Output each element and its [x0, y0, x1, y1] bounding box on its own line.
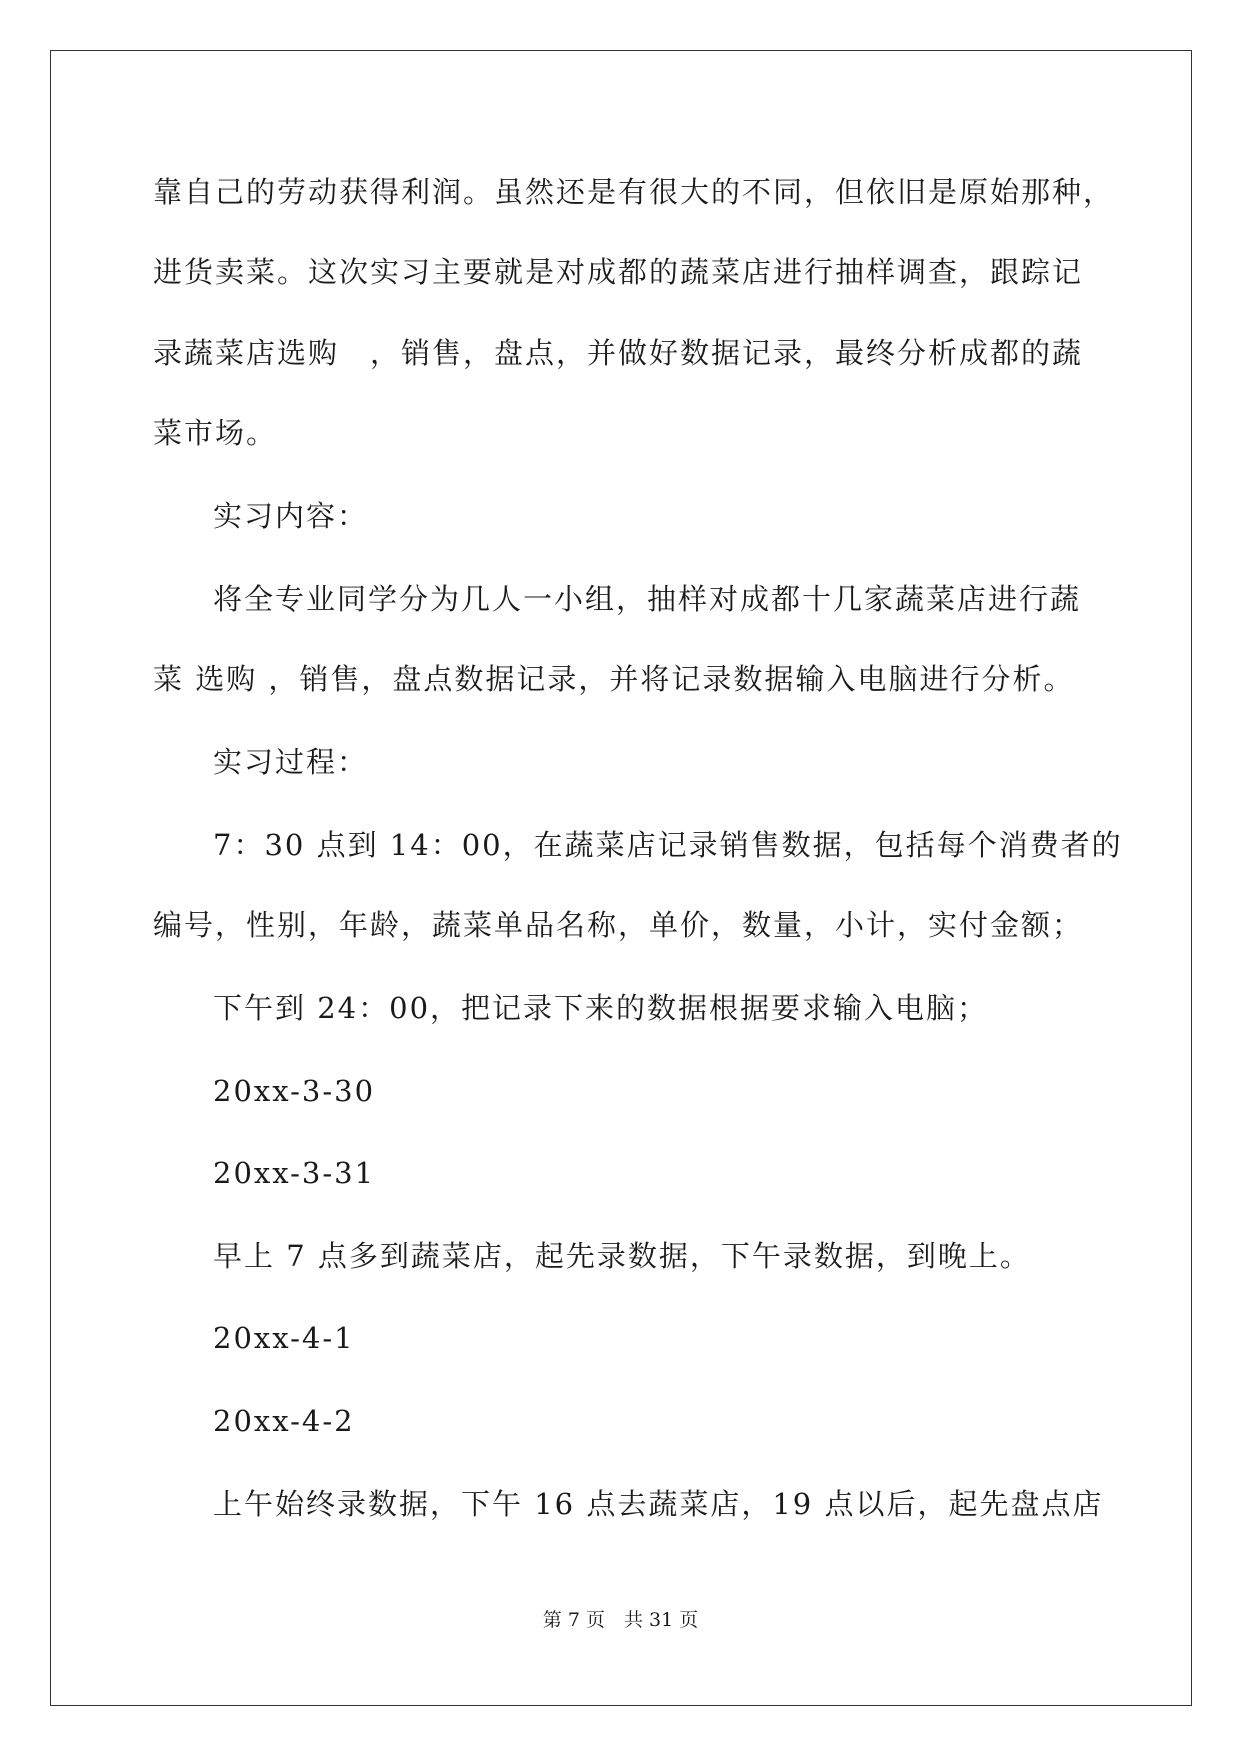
body-line: 进货卖菜。这次实习主要就是对成都的蔬菜店进行抽样调查，跟踪记 — [153, 255, 1084, 289]
body-line: 菜 选购 ，销售，盘点数据记录，并将记录数据输入电脑进行分析。 — [153, 662, 1075, 696]
body-line: 将全专业同学分为几人一小组，抽样对成都十几家蔬菜店进行蔬 — [213, 582, 1082, 616]
date-line: 20xx-3-30 — [213, 1074, 376, 1108]
page-footer: 第 7 页 共 31 页 — [542, 1609, 699, 1631]
date-line: 20xx-3-31 — [213, 1156, 376, 1190]
body-line: 7：30 点到 14：00，在蔬菜店记录销售数据，包括每个消费者的 — [213, 828, 1123, 862]
body-line: 靠自己的劳动获得利润。虽然还是有很大的不同，但依旧是原始那种， — [153, 175, 1115, 209]
body-line: 编号，性别，年龄，蔬菜单品名称，单价，数量，小计，实付金额； — [153, 908, 1084, 942]
body-line: 下午到 24：00，把记录下来的数据根据要求输入电脑； — [213, 991, 989, 1025]
section-heading: 实习过程： — [213, 745, 369, 779]
body-line: 上午始终录数据，下午 16 点去蔬菜店，19 点以后，起先盘点店 — [213, 1487, 1104, 1521]
section-heading: 实习内容： — [213, 499, 369, 533]
page-border — [50, 50, 1192, 1706]
body-line: 菜市场。 — [153, 416, 278, 450]
date-line: 20xx-4-2 — [213, 1404, 355, 1438]
date-line: 20xx-4-1 — [213, 1321, 355, 1355]
body-line: 早上 7 点多到蔬菜店，起先录数据，下午录数据，到晚上。 — [213, 1239, 1031, 1273]
body-line: 录蔬菜店选购 ，销售，盘点，并做好数据记录，最终分析成都的蔬 — [153, 336, 1084, 370]
